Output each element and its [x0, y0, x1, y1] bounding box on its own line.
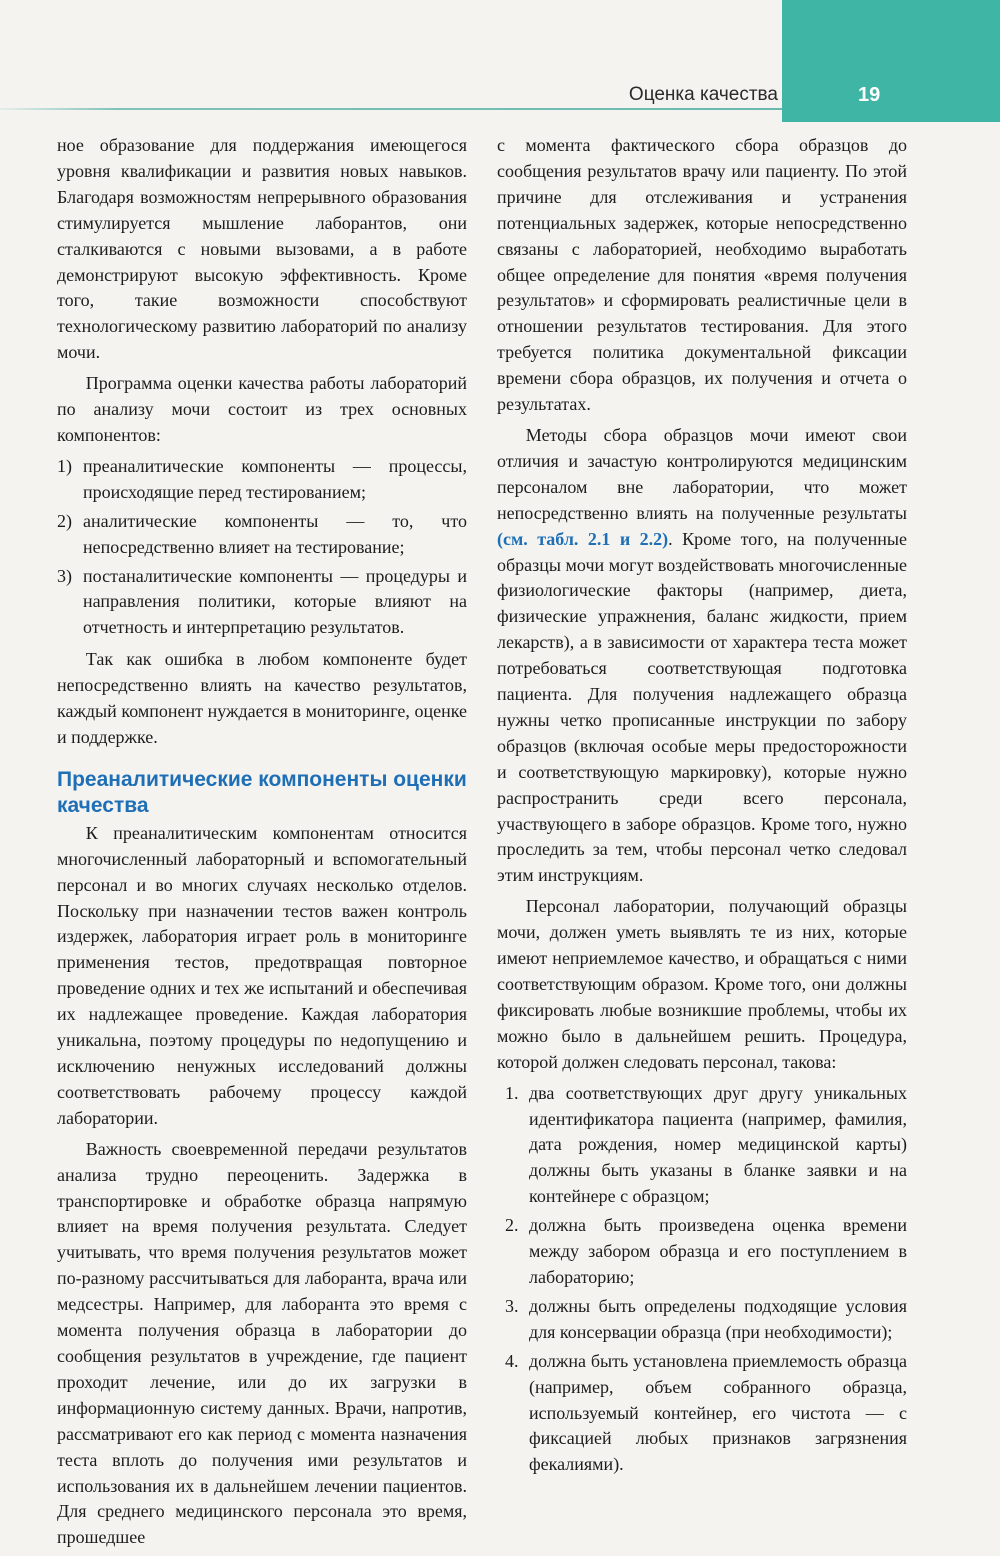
paragraph: с момента фактического сбора образцов до сообщения результатов врачу или пациенту. По этой причине для отслеживания и устранения потенциальных задержек, которые непосредственно связаны с лабораторией, необходимо выработать общее определение для понятия «время получения результатов» и сформировать реалистичные цели в отношении результатов тестирования. Для этого требуется политика документальной фиксации времени сбора образцов, их получения и отчета о результатах. [497, 135, 907, 415]
list-item [497, 1294, 907, 1346]
paragraph [497, 423, 907, 889]
components-list [57, 454, 467, 641]
list-number: 1) [57, 455, 72, 476]
list-number: 3. [505, 1295, 519, 1316]
paragraph: Программа оценки качества работы лабораторий по анализу мочи состоит из трех основных компонентов: [57, 373, 467, 445]
paragraph: ное образование для поддержания имеющегося уровня квалификации и развития новых навыков. Благодаря возможностям непрерывного образования стимулируется мышление лаборантов, они сталкиваются с новыми вызовами, а в работе демонстрируют высокую эффективность. Кроме того, такие возможности способствуют технологическому развитию лабораторий по анализу мочи. [57, 135, 467, 363]
list-number: 2) [57, 510, 72, 531]
header-rule [0, 108, 782, 110]
list-text: аналитические компоненты — то, что непосредственно влияет на тестирование; [83, 510, 467, 557]
list-text: должна быть установлена приемлемость образца (например, объем собранного образца, используемый контейнер, его чистота — с фиксацией любых признаков загрязнения фекалиями). [529, 1350, 907, 1475]
list-item [497, 1081, 907, 1211]
paragraph-text: Методы сбора образцов мочи имеют свои отличия и зачастую контролируются медицинским персоналом вне лаборатории, что может непосредственно влиять на полученные результаты [497, 424, 907, 523]
list-number: 3) [57, 565, 72, 586]
left-column [57, 133, 467, 1556]
list-item [497, 1349, 907, 1479]
list-item [57, 509, 467, 561]
list-item [57, 454, 467, 506]
list-text: постаналитические компоненты — процедуры и направления политики, которые влияют на отчетность и интерпретацию результатов. [83, 565, 467, 638]
paragraph: К преаналитическим компонентам относится многочисленный лабораторный и вспомогательный персонал и во многих случаях несколько отделов. Поскольку при назначении тестов важен контроль издержек, лаборатория играет роль в мониторинге применения тестов, предотвращая повторное проведение одних и тех же испытаний и обеспечивая их надлежащее проведение. Каждая лаборатория уникальна, поэтому процедуры по недопущению и исключению ненужных исследований должны соответствовать рабочему процессу каждой лаборатории. [57, 822, 467, 1128]
list-text: должны быть определены подходящие условия для консервации образца (при необходимости); [529, 1295, 907, 1342]
paragraph-text: . Кроме того, на полученные образцы мочи могут воздействовать многочисленные физиологические факторы (например, диета, физические упражнения, баланс жидкости, прием лекарств), а в зависимости от характера теста может потребоваться соответствующая подготовка пациента. Для получения надлежащего образца нужны четко прописанные инструкции по забору образцов (включая особые меры предосторожности и соответствующую маркировку), которые нужно распространить среди всего персонала, участвующего в заборе образцов. Кроме того, нужно проследить за тем, чтобы персонал четко следовал этим инструкциям. [497, 528, 908, 886]
list-number: 1. [505, 1082, 519, 1103]
paragraph: Важность своевременной передачи результатов анализа трудно переоценить. Задержка в транспортировке и обработке образца напрямую влияет на время получения результата. Следует учитывать, что время получения результатов может по-разному рассчитываться для лаборанта, врача или медсестры. Например, для лаборанта это время с момента получения образца в лаборатории до сообщения результатов в учреждение, где пациент проходит лечение, или до их загрузки в информационную систему данных. Врачи, напротив, рассматривают его как период с момента назначения теста вплоть до получения ими результатов и использования их в дальнейшем лечении пациентов. Для среднего медицинского персонала это время, прошедшее [57, 1138, 467, 1548]
list-text: два соответствующих друг другу уникальных идентификатора пациента (например, фамилия, дата рождения, номер медицинской карты) должны быть указаны в бланке заявки и на контейнере с образцом; [529, 1082, 907, 1207]
paragraph: Так как ошибка в любом компоненте будет непосредственно влиять на качество результатов, каждый компонент нуждается в мониторинге, оценке и поддержке. [57, 649, 467, 747]
list-number: 4. [505, 1350, 519, 1371]
procedure-list [497, 1081, 907, 1479]
list-number: 2. [505, 1215, 519, 1236]
table-reference-link[interactable]: (см. табл. 2.1 и 2.2) [497, 528, 669, 549]
section-heading: Преаналитические компоненты оценки качества [57, 767, 467, 817]
page-number: 19 [858, 84, 881, 106]
page-number-tab [782, 0, 1000, 122]
list-text: должна быть произведена оценка времени между забором образца и его поступлением в лабораторию; [529, 1215, 907, 1287]
running-title: Оценка качества [628, 84, 778, 105]
list-item [57, 564, 467, 642]
paragraph: Персонал лаборатории, получающий образцы мочи, должен уметь выявлять те из них, которые имеют неприемлемое качество, и обращаться с ними соответствующим образом. Кроме того, они должны фиксировать любые возникшие проблемы, чтобы их можно было в дальнейшем решить. Процедура, которой должен следовать персонал, такова: [497, 896, 907, 1072]
list-text: преаналитические компоненты — процессы, происходящие перед тестированием; [83, 455, 467, 502]
right-column [497, 133, 907, 1484]
list-item [497, 1213, 907, 1291]
